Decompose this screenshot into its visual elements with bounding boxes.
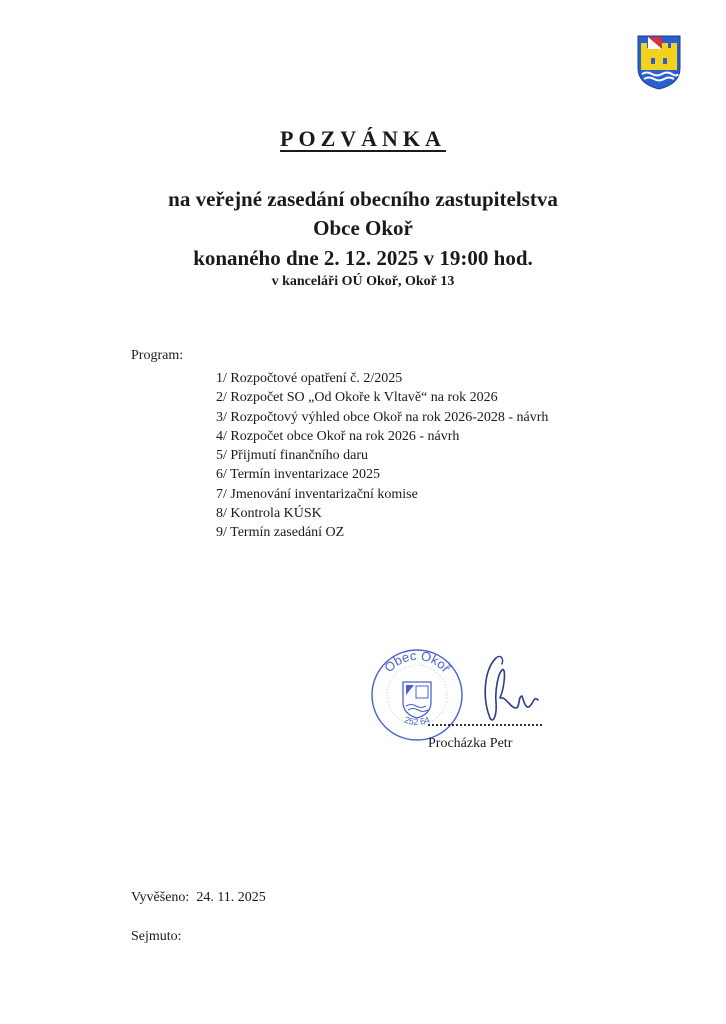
program-item: 5/ Přijmutí finančního daru — [216, 448, 369, 464]
subtitle-line-1: na veřejné zasedání obecního zastupitelstva — [168, 187, 558, 211]
removed-label: Sejmuto: — [131, 929, 182, 944]
program-list — [216, 369, 548, 543]
page-title: POZVÁNKA — [280, 126, 446, 151]
official-stamp-icon — [370, 648, 464, 742]
program-item: 6/ Termín inventarizace 2025 — [216, 467, 380, 483]
stamp-text-bottom: 252 64 — [402, 714, 432, 727]
svg-text:Obec Okoř — [381, 648, 454, 676]
subtitle-line-2: Obce Okoř — [313, 216, 413, 240]
program-item: 9/ Termín zasedání OZ — [216, 525, 345, 541]
program-item: 2/ Rozpočet SO „Od Okoře k Vltavě“ na rok 2026 — [216, 390, 498, 406]
posted-date: 24. 11. 2025 — [196, 890, 266, 905]
program-item: 3/ Rozpočtový výhled obce Okoř na rok 2026-2028 - návrh — [216, 409, 549, 425]
municipal-crest-icon — [636, 34, 682, 90]
signature-line — [428, 718, 542, 726]
program-item: 8/ Kontrola KÚSK — [216, 506, 322, 522]
handwritten-signature — [476, 650, 546, 728]
program-label: Program: — [131, 348, 184, 363]
signer-name: Procházka Petr — [428, 736, 513, 751]
program-item: 1/ Rozpočtové opatření č. 2/2025 — [216, 371, 403, 386]
posted-row — [131, 890, 266, 906]
removed-row — [131, 929, 182, 945]
stamp-text-top: Obec Okoř — [381, 648, 454, 676]
meeting-location: v kanceláři OÚ Okoř, Okoř 13 — [271, 274, 455, 289]
program-item: 4/ Rozpočet obce Okoř na rok 2026 - návrh — [216, 428, 460, 444]
svg-text:252 64 — [403, 714, 431, 727]
program-item: 7/ Jmenování inventarizační komise — [216, 486, 418, 502]
subtitle-line-3: konaného dne 2. 12. 2025 v 19:00 hod. — [193, 246, 533, 270]
posted-label: Vyvěšeno: — [131, 890, 190, 905]
